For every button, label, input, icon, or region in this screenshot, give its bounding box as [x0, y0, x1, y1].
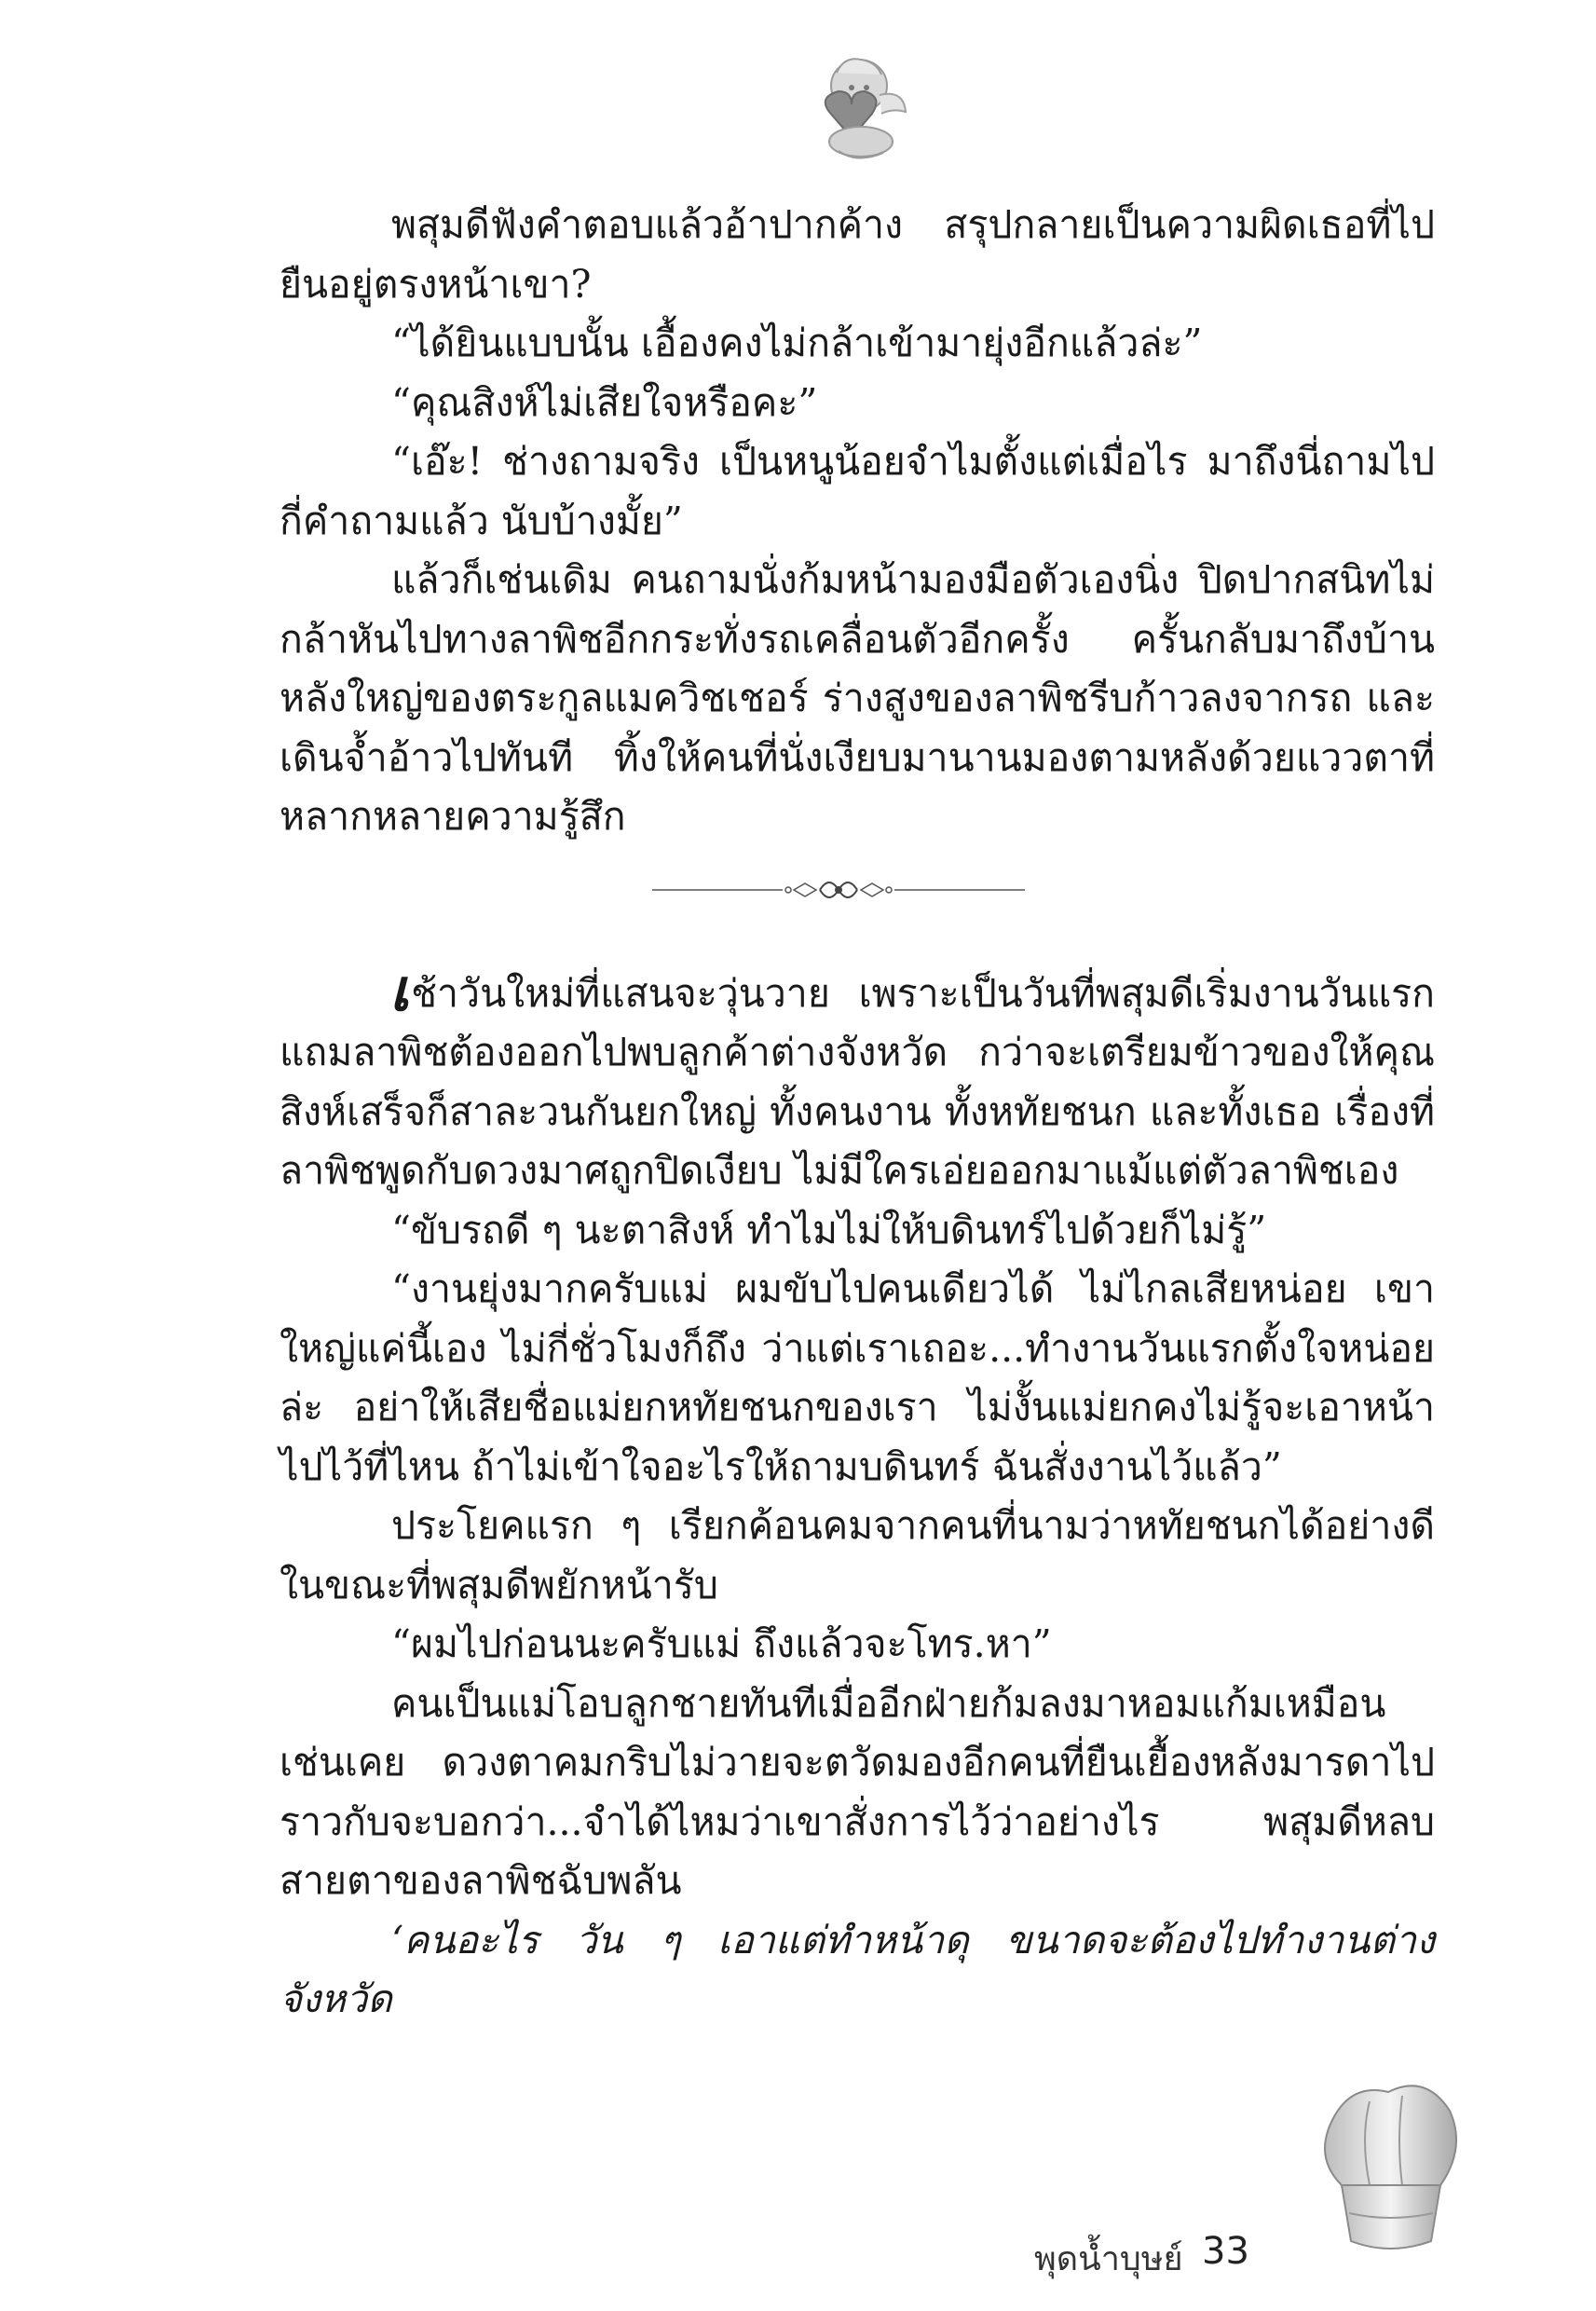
body-text [280, 196, 1435, 2030]
paragraph: แล้วก็เช่นเดิม คนถามนั่งก้มหน้ามองมือตัวเองนิ่ง ปิดปากสนิทไม่กล้าหันไปทางลาพิชอีกกระทั่งรถเคลื่อนตัวอีกครั้ง ครั้นกลับมาถึงบ้านหลังใหญ่ของตระกูลแมควิชเชอร์ ร่างสูงของลาพิชรีบก้าวลงจากรถ และเดินจ้ำอ้าวไปทันที ทิ้งให้คนที่นั่งเงียบมานานมองตามหลังด้วยแววตาที่หลากหลายความรู้สึก [280, 557, 1435, 839]
drop-cap: เ [389, 955, 410, 1024]
opening-paragraph-text: ช้าวันใหม่ที่แสนจะวุ่นวาย เพราะเป็นวันที่พสุมดีเริ่มงานวันแรก แถมลาพิชต้องออกไปพบลูกค้าต่างจังหวัด กว่าจะเตรียมข้าวของให้คุณสิงห์เสร็จก็สาละวนกันยกใหญ่ ทั้งคนงาน ทั้งหทัยชนก และทั้งเธอ เรื่องที่ลาพิชพูดกับดวงมาศถูกปิดเงียบ ไม่มีใครเอ่ยออกมาแม้แต่ตัวลาพิชเอง [280, 970, 1435, 1193]
paragraph: พสุมดีฟังคำตอบแล้วอ้าปากค้าง สรุปกลายเป็นความผิดเธอที่ไปยืนอยู่ตรงหน้าเขา? [280, 202, 1435, 307]
paragraph: “ขับรถดี ๆ นะตาสิงห์ ทำไมไม่ให้บดินทร์ไปด้วยก็ไม่รู้” [391, 1207, 1267, 1252]
paragraph: คนเป็นแม่โอบลูกชายทันทีเมื่ออีกฝ่ายก้มลงมาหอมแก้มเหมือนเช่นเคย ดวงตาคมกริบไม่วายจะตวัดมองอีกคนที่ยืนเยื้องหลังมารดาไป ราวกับจะบอกว่า...จำได้ไหมว่าเขาสั่งการไว้ว่าอย่างไร พสุมดีหลบสายตาของลาพิชฉับพลัน [280, 1680, 1435, 1903]
cherub-heart-icon [801, 54, 911, 166]
paragraph: “ได้ยินแบบนั้น เอื้องคงไม่กล้าเข้ามายุ่งอีกแล้วล่ะ” [391, 321, 1203, 365]
opening-paragraph [280, 955, 1435, 1201]
flourish-divider-icon [652, 871, 1025, 909]
paragraph: “งานยุ่งมากครับแม่ ผมขับไปคนเดียวได้ ไม่ไกลเสียหน่อย เขาใหญ่แค่นี้เอง ไม่กี่ชั่วโมงก็ถึง ว่าแต่เราเถอะ...ทำงานวันแรกตั้งใจหน่อยล่ะ อย่าให้เสียชื่อแม่ยกหทัยชนกของเรา ไม่งั้นแม่ยกคงไม่รู้จะเอาหน้าไปไว้ที่ไหน ถ้าไม่เข้าใจอะไรให้ถามบดินทร์ ฉันสั่งงานไว้แล้ว” [280, 1266, 1435, 1489]
page-number: 33 [1202, 2230, 1249, 2273]
paragraph: “เอ๊ะ! ช่างถามจริง เป็นหนูน้อยจำไมตั้งแต่เมื่อไร มาถึงนี่ถามไปกี่คำถามแล้ว นับบ้างมั้ย” [280, 439, 1435, 543]
footer-book-title: พุดน้ำบุษย์ [1034, 2240, 1183, 2278]
italic-thought: ‘คนอะไร วัน ๆ เอาแต่ทำหน้าดุ ขนาดจะต้องไปทำงานต่างจังหวัด [280, 1917, 1435, 2021]
paragraph: ประโยคแรก ๆ เรียกค้อนคมจากคนที่นามว่าหทัยชนกได้อย่างดี ในขณะที่พสุมดีพยักหน้ารับ [280, 1503, 1435, 1607]
paragraph: “คุณสิงห์ไม่เสียใจหรือคะ” [391, 379, 818, 425]
paragraph: “ผมไปก่อนนะครับแม่ ถึงแล้วจะโทร.หา” [391, 1621, 1052, 1666]
section-divider [280, 853, 1435, 937]
chef-hat-icon [1314, 2073, 1463, 2278]
